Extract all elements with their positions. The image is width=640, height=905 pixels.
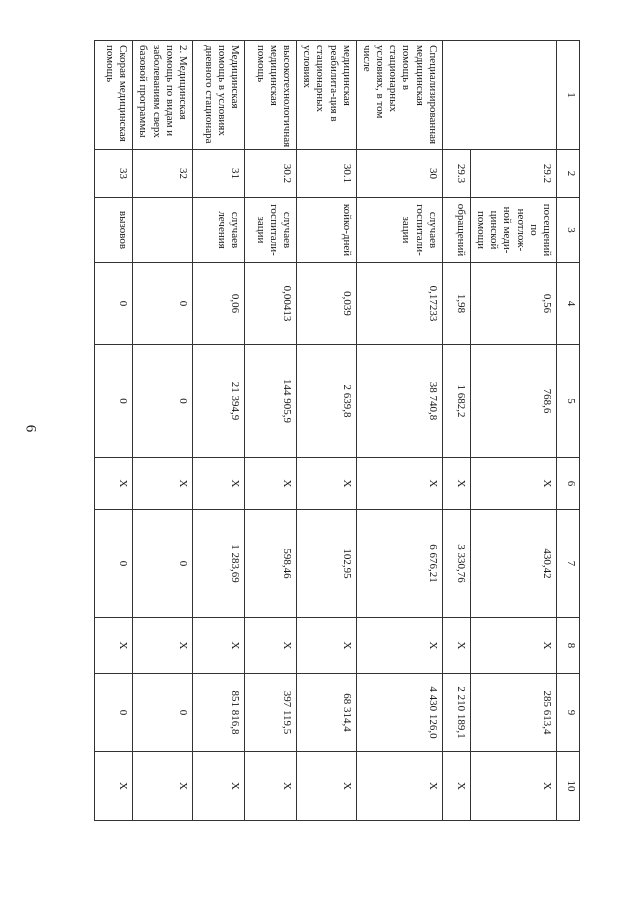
cell-x: X: [95, 458, 133, 510]
col-number: 9: [557, 674, 580, 752]
cell-x: X: [356, 752, 442, 821]
cost: 38 740,8: [356, 345, 442, 458]
row-name: [442, 41, 556, 150]
amount: 2 210 189,1: [442, 674, 470, 752]
per-capita: 598,46: [245, 510, 297, 618]
col-number: 10: [557, 752, 580, 821]
cell-x: X: [193, 618, 245, 674]
cell-x: X: [245, 752, 297, 821]
table-row: [470, 41, 556, 821]
table-row: [95, 41, 133, 821]
cell-x: X: [193, 752, 245, 821]
cell-x: X: [442, 458, 470, 510]
amount: 68 314,4: [297, 674, 357, 752]
col-number: 1: [557, 41, 580, 150]
row-code: 29.3: [442, 150, 470, 198]
unit: вызовов: [95, 198, 133, 263]
cell-x: X: [442, 618, 470, 674]
row-code: 29.2: [470, 150, 556, 198]
row-name: Скорая медицинская помощь: [95, 41, 133, 150]
amount: 851 816,8: [193, 674, 245, 752]
col-number: 3: [557, 198, 580, 263]
row-name: высокотехнологичная медицинская помощь: [245, 41, 297, 150]
cell-x: X: [470, 752, 556, 821]
row-name: Специализированная медицинская помощь в стационарных условиях, в том числе: [356, 41, 442, 150]
amount: 397 119,5: [245, 674, 297, 752]
table-row: [297, 41, 357, 821]
norm: 0,17233: [356, 263, 442, 345]
unit: посещений по неотлож-ной меди-цинской помощи: [470, 198, 556, 263]
unit: случаев госпитали-зации: [356, 198, 442, 263]
cost: 0: [133, 345, 193, 458]
amount: 4 430 126,0: [356, 674, 442, 752]
cell-x: X: [356, 458, 442, 510]
col-number: 7: [557, 510, 580, 618]
cell-x: X: [245, 618, 297, 674]
tariff-table: [94, 40, 580, 821]
cell-x: X: [470, 458, 556, 510]
per-capita: 1 283,69: [193, 510, 245, 618]
unit: случаев госпитали-зации: [245, 198, 297, 263]
row-name: Медицинская помощь в условиях дневного стационара: [193, 41, 245, 150]
cell-x: X: [297, 458, 357, 510]
unit: обращений: [442, 198, 470, 263]
cell-x: X: [95, 618, 133, 674]
cell-x: X: [297, 618, 357, 674]
unit: [133, 198, 193, 263]
cell-x: X: [442, 752, 470, 821]
unit: койко-дней: [297, 198, 357, 263]
cell-x: X: [356, 618, 442, 674]
col-number: 2: [557, 150, 580, 198]
row-name: 2. Медицинская помощь по видам и заболеваниям сверх базовой программы: [133, 41, 193, 150]
table-row: [442, 41, 470, 821]
norm: 0,56: [470, 263, 556, 345]
norm: 0: [133, 263, 193, 345]
norm: 0,039: [297, 263, 357, 345]
amount: 285 613,4: [470, 674, 556, 752]
cell-x: X: [133, 752, 193, 821]
unit: случаев лечения: [193, 198, 245, 263]
amount: 0: [133, 674, 193, 752]
cost: 2 639,8: [297, 345, 357, 458]
page-number: 6: [22, 424, 39, 433]
per-capita: 0: [133, 510, 193, 618]
row-code: 33: [95, 150, 133, 198]
norm: 0,00413: [245, 263, 297, 345]
row-code: 30.2: [245, 150, 297, 198]
col-number: 8: [557, 618, 580, 674]
col-number: 6: [557, 458, 580, 510]
row-code: 32: [133, 150, 193, 198]
cell-x: X: [133, 458, 193, 510]
cost: 21 394,9: [193, 345, 245, 458]
per-capita: 6 676,21: [356, 510, 442, 618]
cell-x: X: [470, 618, 556, 674]
table-row: [245, 41, 297, 821]
col-number: 5: [557, 345, 580, 458]
cost: 768,6: [470, 345, 556, 458]
table-row: [193, 41, 245, 821]
per-capita: 102,95: [297, 510, 357, 618]
cell-x: X: [133, 618, 193, 674]
amount: 0: [95, 674, 133, 752]
cost: 144 905,9: [245, 345, 297, 458]
cell-x: X: [297, 752, 357, 821]
norm: 0,06: [193, 263, 245, 345]
norm: 1,98: [442, 263, 470, 345]
per-capita: 3 330,76: [442, 510, 470, 618]
per-capita: 430,42: [470, 510, 556, 618]
col-number: 4: [557, 263, 580, 345]
row-code: 30: [356, 150, 442, 198]
cost: 1 682,2: [442, 345, 470, 458]
column-number-row: [557, 41, 580, 821]
per-capita: 0: [95, 510, 133, 618]
cell-x: X: [245, 458, 297, 510]
table-row: [133, 41, 193, 821]
norm: 0: [95, 263, 133, 345]
row-name: медицинская реабилита-ция в стационарных условиях: [297, 41, 357, 150]
cost: 0: [95, 345, 133, 458]
cell-x: X: [193, 458, 245, 510]
table-row: [356, 41, 442, 821]
cell-x: X: [95, 752, 133, 821]
row-code: 30.1: [297, 150, 357, 198]
row-code: 31: [193, 150, 245, 198]
